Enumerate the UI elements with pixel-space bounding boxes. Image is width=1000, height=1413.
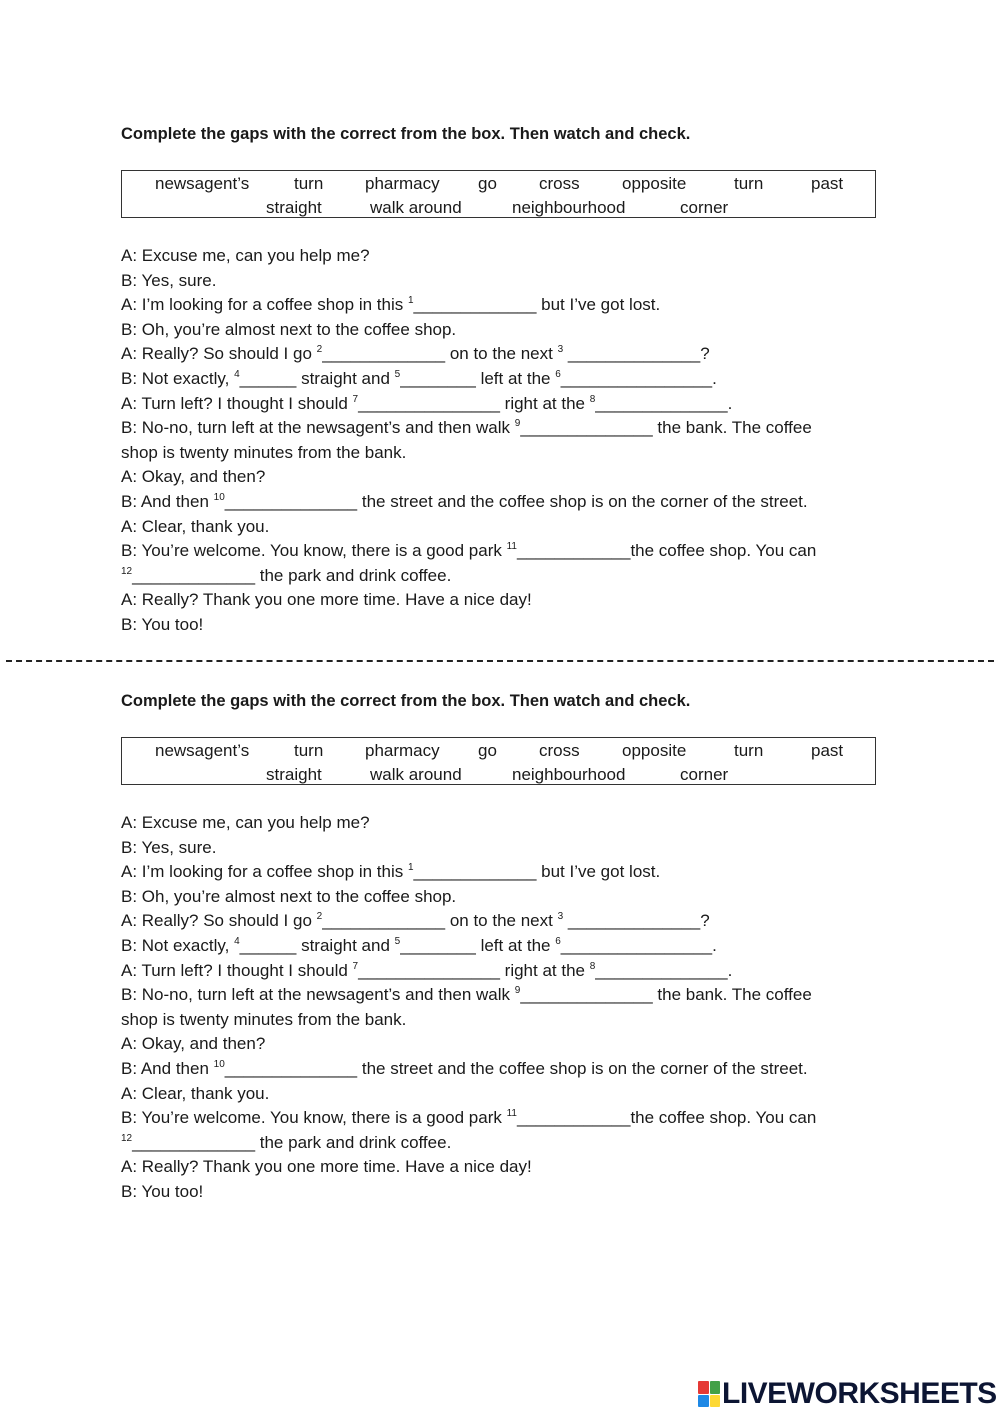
dialogue-text: _______________ right at the	[358, 393, 590, 413]
dialogue-line	[121, 1155, 881, 1180]
word-item: turn	[294, 741, 324, 760]
dialogue-line	[121, 1180, 881, 1205]
dialogue-line	[121, 441, 881, 466]
word-box-row-2	[122, 763, 875, 787]
dialogue-text: A: Really? Thank you one more time. Have a nice day!	[121, 1157, 532, 1177]
dialogue-text: ______________ the bank. The coffee	[520, 418, 812, 438]
dialogue-text: B: You’re welcome. You know, there is a good park	[121, 541, 507, 561]
dialogue-text: A: Excuse me, can you help me?	[121, 246, 370, 265]
dialogue-text: B: And then	[121, 491, 214, 511]
dialogue-line	[121, 539, 881, 564]
word-item: past	[811, 741, 844, 760]
dialogue-line	[121, 1008, 881, 1033]
dialogue-line	[121, 392, 881, 417]
dialogue-text: B: You too!	[121, 1181, 204, 1201]
dialogue-text: A: Okay, and then?	[121, 1034, 266, 1054]
instruction-heading: Complete the gaps with the correct from the box. Then watch and check.	[121, 125, 691, 143]
dialogue-text: ______________.	[595, 393, 733, 413]
word-item: turn	[734, 741, 764, 760]
dialogue-text: ________________.	[560, 368, 717, 388]
dialogue-line	[121, 367, 881, 392]
word-item: walk around	[370, 765, 462, 784]
dialogue	[121, 244, 881, 638]
dialogue-text: B: Oh, you’re almost next to the coffee shop.	[121, 319, 457, 339]
gap-number: 10	[213, 491, 225, 503]
logo-square	[698, 1395, 709, 1408]
dialogue-line	[121, 342, 881, 367]
dialogue-text: B: No-no, turn left at the newsagent’s and then walk	[121, 985, 515, 1005]
dialogue-line	[121, 934, 881, 959]
word-item: pharmacy	[365, 741, 440, 760]
dialogue-line	[121, 1057, 881, 1082]
gap-number: 7	[352, 393, 359, 405]
dialogue-line	[121, 293, 881, 318]
dialogue-text: ______ straight and	[239, 368, 395, 388]
gap-number: 9	[514, 985, 521, 997]
word-box-row-2	[122, 196, 875, 220]
dialogue-line	[121, 515, 881, 540]
dialogue-text: _______________ right at the	[358, 960, 590, 980]
dialogue-text: _____________ on to the next	[322, 344, 558, 364]
dialogue-line	[121, 1082, 881, 1107]
dialogue-text: B: And then	[121, 1058, 214, 1078]
dialogue-text: A: Excuse me, can you help me?	[121, 813, 370, 832]
dialogue-line	[121, 465, 881, 490]
word-item: corner	[680, 198, 729, 217]
word-item: turn	[294, 174, 324, 193]
dialogue-text: ______________.	[595, 960, 733, 980]
gap-number: 12	[121, 565, 133, 577]
gap-number: 5	[394, 368, 401, 380]
word-box	[121, 170, 876, 218]
dialogue-text: ________ left at the	[400, 368, 556, 388]
gap-number: 3	[557, 911, 564, 923]
dialogue-text: A: Really? So should I go	[121, 344, 317, 364]
dialogue-text: ____________the coffee shop. You can	[516, 1108, 817, 1128]
word-item: newsagent’s	[155, 174, 250, 193]
dialogue-line	[121, 613, 881, 638]
dialogue-text: B: Yes, sure.	[121, 270, 217, 290]
gap-number: 8	[589, 393, 596, 405]
dialogue-text: A: Really? Thank you one more time. Have a nice day!	[121, 590, 532, 610]
dialogue-text: B: You’re welcome. You know, there is a good park	[121, 1108, 507, 1128]
dialogue-line	[121, 1131, 881, 1156]
dialogue-text: A: I’m looking for a coffee shop in this	[121, 862, 408, 882]
word-item: go	[478, 174, 497, 193]
word-box-row-1	[122, 172, 875, 196]
gap-number: 11	[506, 541, 517, 553]
gap-number: 2	[316, 344, 323, 356]
gap-number: 4	[234, 368, 240, 380]
dialogue-text: _____________ the park and drink coffee.	[132, 565, 452, 585]
liveworksheets-logo-text: LIVEWORKSHEETS	[722, 1377, 997, 1410]
liveworksheets-logo	[698, 1378, 997, 1410]
dialogue-line	[121, 885, 881, 910]
dialogue-text: ______________ the street and the coffee shop is on the corner of the street.	[224, 1058, 808, 1078]
gap-number: 5	[394, 935, 401, 947]
word-item: neighbourhood	[512, 198, 626, 217]
word-item: cross	[539, 741, 580, 760]
gap-number: 1	[407, 862, 414, 874]
gap-number: 12	[121, 1132, 133, 1144]
dialogue-text: ______________ the bank. The coffee	[520, 985, 812, 1005]
dialogue-line	[121, 490, 881, 515]
dialogue-line	[121, 1032, 881, 1057]
dialogue-line	[121, 959, 881, 984]
word-item: straight	[266, 765, 322, 784]
dialogue-text: ______________ the street and the coffee shop is on the corner of the street.	[224, 491, 808, 511]
dialogue-line	[121, 416, 881, 441]
word-item: newsagent’s	[155, 741, 250, 760]
dialogue-text: _____________ on to the next	[322, 911, 558, 931]
dialogue-text: ______________?	[563, 911, 710, 931]
dialogue-text: B: Not exactly,	[121, 935, 235, 955]
gap-number: 9	[514, 418, 521, 430]
dialogue-text: A: Okay, and then?	[121, 467, 266, 487]
word-item: turn	[734, 174, 764, 193]
dialogue-text: ____________the coffee shop. You can	[516, 541, 817, 561]
worksheet-section-1	[121, 120, 881, 638]
liveworksheets-logo-icon	[698, 1381, 720, 1407]
dialogue-text: _____________ the park and drink coffee.	[132, 1132, 452, 1152]
dialogue-text: A: Turn left? I thought I should	[121, 393, 353, 413]
dialogue-text: ______________?	[563, 344, 710, 364]
gap-number: 2	[316, 911, 323, 923]
dialogue-text: A: Clear, thank you.	[121, 516, 270, 536]
dialogue-line	[121, 318, 881, 343]
dialogue-line	[121, 860, 881, 885]
dialogue	[121, 811, 881, 1205]
logo-square	[710, 1395, 721, 1408]
dialogue-text: ________________.	[560, 935, 717, 955]
word-box	[121, 737, 876, 785]
dialogue-text: B: You too!	[121, 614, 204, 634]
gap-number: 11	[506, 1108, 517, 1120]
dialogue-line	[121, 269, 881, 294]
dialogue-text: B: Not exactly,	[121, 368, 235, 388]
dialogue-line	[121, 244, 881, 269]
dialogue-text: ________ left at the	[400, 935, 556, 955]
word-item: straight	[266, 198, 322, 217]
word-box-row-1	[122, 739, 875, 763]
gap-number: 6	[555, 368, 561, 380]
gap-number: 6	[555, 935, 561, 947]
word-item: neighbourhood	[512, 765, 626, 784]
dialogue-text: B: No-no, turn left at the newsagent’s and then walk	[121, 418, 515, 438]
dialogue-line	[121, 1106, 881, 1131]
dialogue-text: A: Clear, thank you.	[121, 1083, 270, 1103]
dialogue-text: ______ straight and	[239, 935, 395, 955]
dialogue-text: shop is twenty minutes from the bank.	[121, 1009, 407, 1029]
dialogue-line	[121, 588, 881, 613]
word-item: corner	[680, 765, 729, 784]
dialogue-text: A: Really? So should I go	[121, 911, 317, 931]
dialogue-line	[121, 983, 881, 1008]
gap-number: 1	[407, 295, 414, 307]
word-item: past	[811, 174, 844, 193]
gap-number: 8	[589, 960, 596, 972]
word-item: opposite	[622, 741, 687, 760]
dialogue-text: _____________ but I’ve got lost.	[413, 295, 661, 315]
dialogue-text: A: I’m looking for a coffee shop in this	[121, 295, 408, 315]
dialogue-text: _____________ but I’ve got lost.	[413, 862, 661, 882]
dialogue-text: B: Yes, sure.	[121, 837, 217, 857]
word-item: go	[478, 741, 497, 760]
word-item: walk around	[370, 198, 462, 217]
gap-number: 7	[352, 960, 359, 972]
instruction-heading: Complete the gaps with the correct from the box. Then watch and check.	[121, 692, 691, 710]
dialogue-line	[121, 909, 881, 934]
word-item: cross	[539, 174, 580, 193]
gap-number: 4	[234, 935, 240, 947]
worksheet-section-2	[121, 687, 881, 1205]
gap-number: 10	[213, 1058, 225, 1070]
gap-number: 3	[557, 344, 564, 356]
logo-square	[698, 1381, 709, 1394]
dialogue-text: B: Oh, you’re almost next to the coffee shop.	[121, 886, 457, 906]
word-item: opposite	[622, 174, 687, 193]
dialogue-text: shop is twenty minutes from the bank.	[121, 442, 407, 462]
dialogue-line	[121, 836, 881, 861]
cut-line-divider	[6, 660, 994, 662]
dialogue-text: A: Turn left? I thought I should	[121, 960, 353, 980]
dialogue-line	[121, 564, 881, 589]
word-item: pharmacy	[365, 174, 440, 193]
logo-square	[710, 1381, 721, 1394]
dialogue-line	[121, 811, 881, 836]
